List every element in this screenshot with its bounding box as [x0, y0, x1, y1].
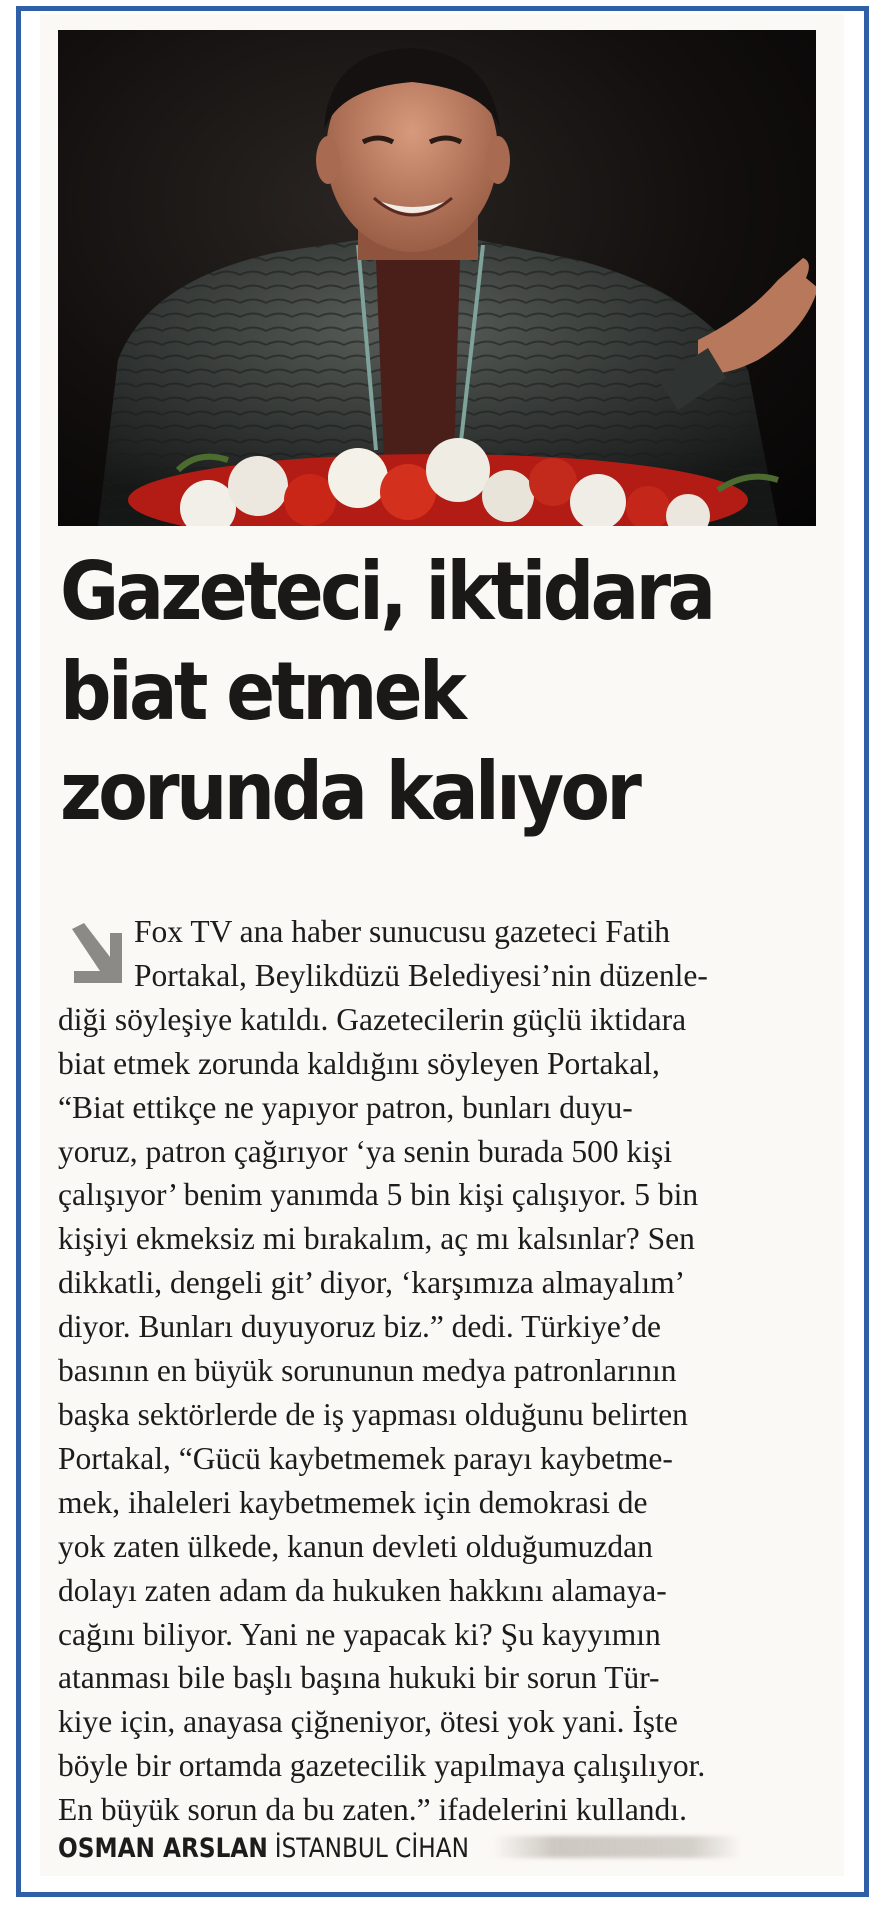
body-line: diği söyleşiye katıldı. Gazetecilerin güçlü iktidara — [58, 1001, 687, 1037]
article-photo — [58, 30, 816, 526]
byline — [58, 1830, 469, 1868]
news-clipping — [40, 14, 844, 1876]
headline-line-3: zorunda kalıyor — [60, 745, 639, 838]
body-line: basının en büyük sorununun medya patronlarının — [58, 1353, 677, 1389]
body-line: yoruz, patron çağırıyor ‘ya senin burada 500 kişi — [58, 1133, 673, 1169]
body-line: biat etmek zorunda kaldığını söyleyen Portakal, — [58, 1045, 660, 1081]
body-line: Portakal, “Gücü kaybetmemek parayı kaybetme- — [58, 1440, 673, 1476]
body-line: “Biat ettikçe ne yapıyor patron, bunları duyu- — [58, 1089, 633, 1125]
body-line: kişiyi ekmeksiz mi bırakalım, aç mı kalsınlar? Sen — [58, 1221, 695, 1257]
headline-line-2: biat etmek — [60, 645, 464, 738]
body-line: atanması bile başlı başına hukuki bir sorun Tür- — [58, 1660, 660, 1696]
body-line: dolayı zaten adam da hukuken hakkını alamaya- — [58, 1572, 667, 1608]
body-line: Fox TV ana haber sunucusu gazeteci Fatih — [134, 914, 670, 949]
body-line: Portakal, Beylikdüzü Belediyesi’nin düzenle- — [134, 957, 708, 993]
body-line: mek, ihaleleri kaybetmemek için demokrasi de — [58, 1484, 648, 1520]
byline-agency: İSTANBUL CİHAN — [274, 1833, 469, 1864]
body-line: başka sektörlerde de iş yapması olduğunu belirten — [58, 1396, 688, 1432]
print-smudge — [492, 1836, 742, 1858]
body-line: En büyük sorun da bu zaten.” ifadelerini kullandı. — [58, 1792, 687, 1828]
headline-line-1: Gazeteci, iktidara — [60, 545, 713, 638]
body-line: dikkatli, dengeli git’ diyor, ‘karşımıza almayalım’ — [58, 1265, 686, 1301]
body-line: cağını biliyor. Yani ne yapacak ki? Şu kayyımın — [58, 1616, 661, 1652]
speaker-photo-illustration — [58, 30, 816, 526]
body-line: diyor. Bunları duyuyoruz biz.” dedi. Türkiye’de — [58, 1309, 662, 1345]
body-line: yok zaten ülkede, kanun devleti olduğumuzdan — [58, 1528, 653, 1564]
body-line: kiye için, anayasa çiğneniyor, ötesi yok yani. İşte — [58, 1704, 678, 1740]
byline-author: OSMAN ARSLAN — [58, 1833, 268, 1864]
article-body — [58, 910, 828, 1832]
body-line: çalışıyor’ benim yanımda 5 bin kişi çalışıyor. 5 bin — [58, 1177, 699, 1213]
body-line: böyle bir ortamda gazetecilik yapılmaya çalışılıyor. — [58, 1748, 706, 1784]
headline — [60, 542, 755, 842]
